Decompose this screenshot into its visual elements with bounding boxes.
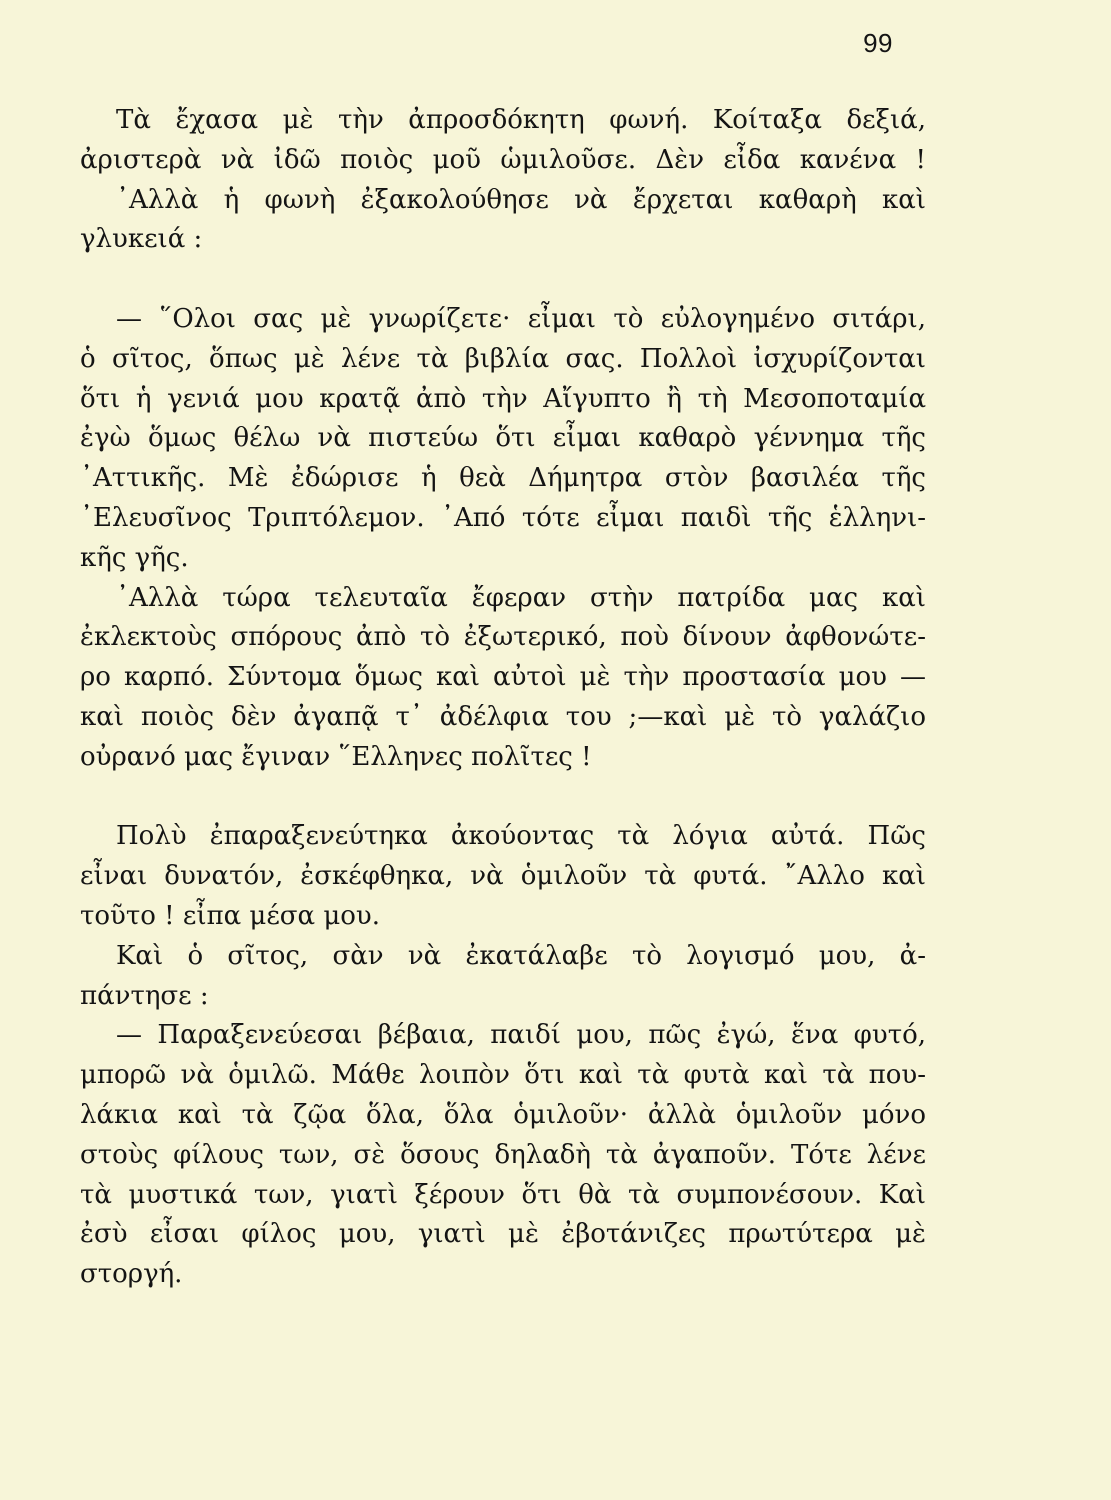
text-line: — Παραξενεύεσαι βέβαια, παιδί μου, πῶς ἐγώ, ἕνα φυτό,: [116, 1020, 926, 1051]
text-line: στοὺς φίλους των, σὲ ὅσους δηλαδὴ τὰ ἀγαποῦν. Τότε λένε: [80, 1139, 926, 1170]
body-text: [80, 101, 926, 1295]
paragraph-gap: [80, 778, 926, 818]
page-number: 99: [863, 28, 893, 58]
text-line: τὰ μυστικά των, γιατὶ ξέρουν ὅτι θὰ τὰ συμπονέσουν. Καὶ: [80, 1179, 926, 1210]
text-line: εἶναι δυνατόν, ἐσκέφθηκα, νὰ ὁμιλοῦν τὰ φυτά. ῎Αλλο καὶ: [80, 861, 926, 892]
paragraph-gap: [80, 260, 926, 300]
text-line: ᾿Αλλὰ ἡ φωνὴ ἐξακολούθησε νὰ ἔρχεται καθαρὴ καὶ: [116, 184, 926, 215]
text-line: στοργή.: [80, 1259, 183, 1290]
text-line: ᾿Ελευσῖνος Τριπτόλεμον. ᾿Από τότε εἶμαι παιδὶ τῆς ἑλληνι-: [80, 502, 926, 533]
text-line: — ῞Ολοι σας μὲ γνωρίζετε· εἶμαι τὸ εὐλογημένο σιτάρι,: [116, 303, 926, 334]
text-line: ᾿Αττικῆς. Μὲ ἐδώρισε ἡ θεὰ Δήμητρα στὸν βασιλέα τῆς: [80, 463, 926, 494]
text-line: Τὰ ἔχασα μὲ τὴν ἀπροσδόκητη φωνή. Κοίταξα δεξιά,: [116, 105, 926, 135]
text-line: κῆς γῆς.: [80, 542, 189, 573]
text-line: ὁ σῖτος, ὅπως μὲ λένε τὰ βιβλία σας. Πολλοὶ ἰσχυρίζονται: [80, 343, 926, 374]
text-line: τοῦτο ! εἶπα μέσα μου.: [80, 900, 380, 931]
text-line: ἐγὼ ὅμως θέλω νὰ πιστεύω ὅτι εἶμαι καθαρὸ γέννημα τῆς: [80, 423, 926, 454]
text-line: ᾿Αλλὰ τώρα τελευταῖα ἔφεραν στὴν πατρίδα μας καὶ: [116, 582, 926, 613]
text-line: λάκια καὶ τὰ ζῷα ὅλα, ὅλα ὁμιλοῦν· ἀλλὰ ὁμιλοῦν μόνο: [80, 1099, 926, 1130]
text-line: πάντησε :: [80, 980, 209, 1011]
text-line: Πολὺ ἐπαραξενεύτηκα ἀκούοντας τὰ λόγια αὐτά. Πῶς: [116, 821, 926, 852]
text-line: ἐκλεκτοὺς σπόρους ἀπὸ τὸ ἐξωτερικό, ποὺ δίνουν ἀφθονώτε-: [80, 622, 926, 653]
text-line: ὅτι ἡ γενιά μου κρατᾷ ἀπὸ τὴν Αἴγυπτο ἢ τὴ Μεσοποταμία: [80, 383, 926, 414]
text-line: ἀριστερὰ νὰ ἰδῶ ποιὸς μοῦ ὡμιλοῦσε. Δὲν εἶδα κανένα !: [80, 144, 926, 175]
text-line: ρο καρπό. Σύντομα ὅμως καὶ αὐτοὶ μὲ τὴν προστασία μου —: [80, 662, 926, 693]
text-line: ἐσὺ εἶσαι φίλος μου, γιατὶ μὲ ἐβοτάνιζες πρωτύτερα μὲ: [80, 1219, 926, 1250]
text-line: καὶ ποιὸς δὲν ἀγαπᾷ τ᾿ ἀδέλφια του ;—καὶ μὲ τὸ γαλάζιο: [80, 701, 926, 732]
text-line: Καὶ ὁ σῖτος, σὰν νὰ ἐκατάλαβε τὸ λογισμό μου, ἀ-: [116, 940, 926, 971]
text-line: οὐρανό μας ἔγιναν ῞Ελληνες πολῖτες !: [80, 741, 592, 772]
text-line: γλυκειά :: [80, 224, 203, 255]
text-line: μπορῶ νὰ ὁμιλῶ. Μάθε λοιπὸν ὅτι καὶ τὰ φυτὰ καὶ τὰ που-: [80, 1060, 926, 1091]
